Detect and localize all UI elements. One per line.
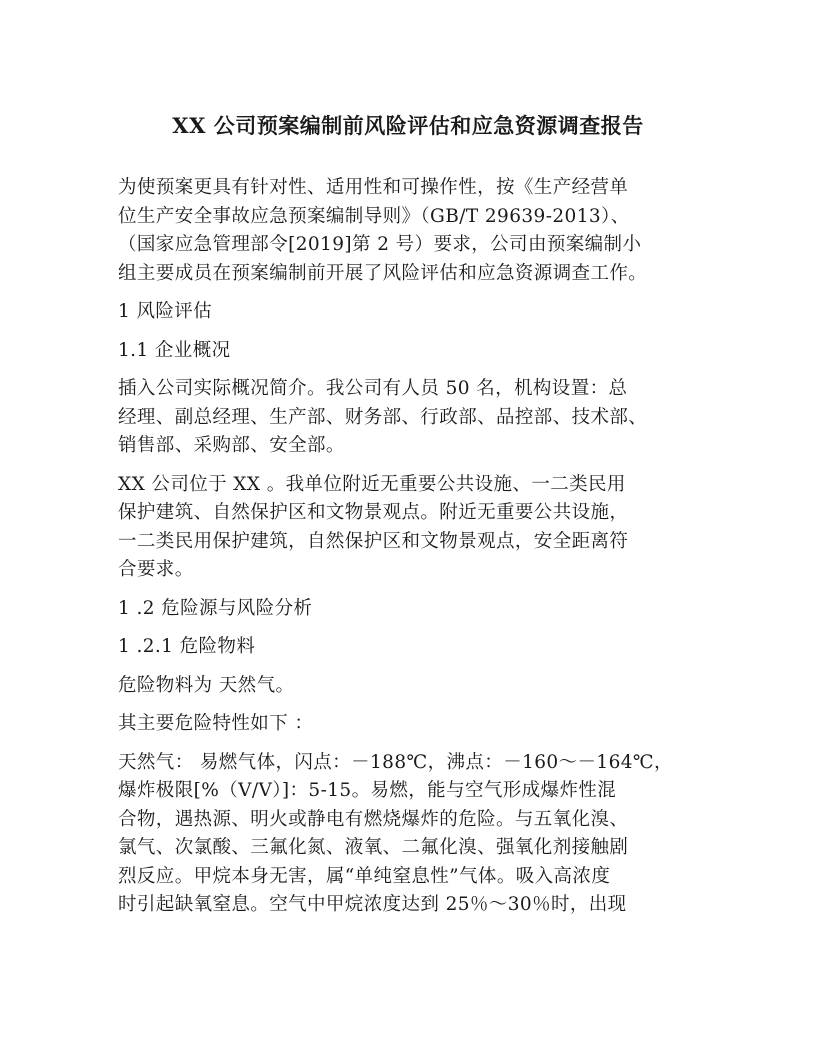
section-heading-hazard-analysis: 1 .2 危险源与风险分析	[118, 597, 313, 619]
company-overview-paragraph: 插入公司实际概况简介。我公司有人员 50 名，机构设置：总 经理、副总经理、生产部、财务部、行政部、品控部、技术部、 销售部、采购部、安全部。	[118, 378, 648, 456]
section-heading-company-overview: 1.1 企业概况	[118, 339, 231, 361]
intro-paragraph: 为使预案更具有针对性、适用性和可操作性，按《生产经营单 位生产安全事故应急预案编制导则》（GB/T 29639-2013）、 （国家应急管理部令[2019]第 2 号）要求，公司由预案编制小 组主要成员在预案编制前开展了风险评估和应急资源调查工作。	[118, 177, 648, 284]
document-body	[118, 174, 718, 930]
hazard-material-paragraph: 危险物料为 天然气。	[118, 674, 295, 696]
section-heading-risk-assessment: 1 风险评估	[118, 301, 213, 322]
hazard-detail-paragraph: 天然气： 易燃气体，闪点：－188℃，沸点：－160～－164℃， 爆炸极限[%（V/V）]：5-15。易燃，能与空气形成爆炸性混 合物，遇热源、明火或静电有燃烧爆炸的危险。与五氧化溴、 氯气、次氯酸、三氟化氮、液氧、二氟化溴、强氧化剂接触剧 烈反应。甲烷本身无害，属“单纯窒息性”气体。吸入高浓度 时引起缺氧窒息。空气中甲烷浓度达到 25％～30％时，出现	[118, 751, 673, 915]
company-location-paragraph: XX 公司位于 XX 。我单位附近无重要公共设施、一二类民用 保护建筑、自然保护区和文物景观点。附近无重要公共设施， 一二类民用保护建筑，自然保护区和文物景观点，安全距离符 合要求。	[118, 473, 629, 580]
section-heading-hazardous-materials: 1 .2.1 危险物料	[118, 636, 256, 657]
hazard-intro-paragraph: 其主要危险特性如下 ：	[118, 713, 314, 734]
document-title: XX 公司预案编制前风险评估和应急资源调查报告	[172, 113, 644, 138]
